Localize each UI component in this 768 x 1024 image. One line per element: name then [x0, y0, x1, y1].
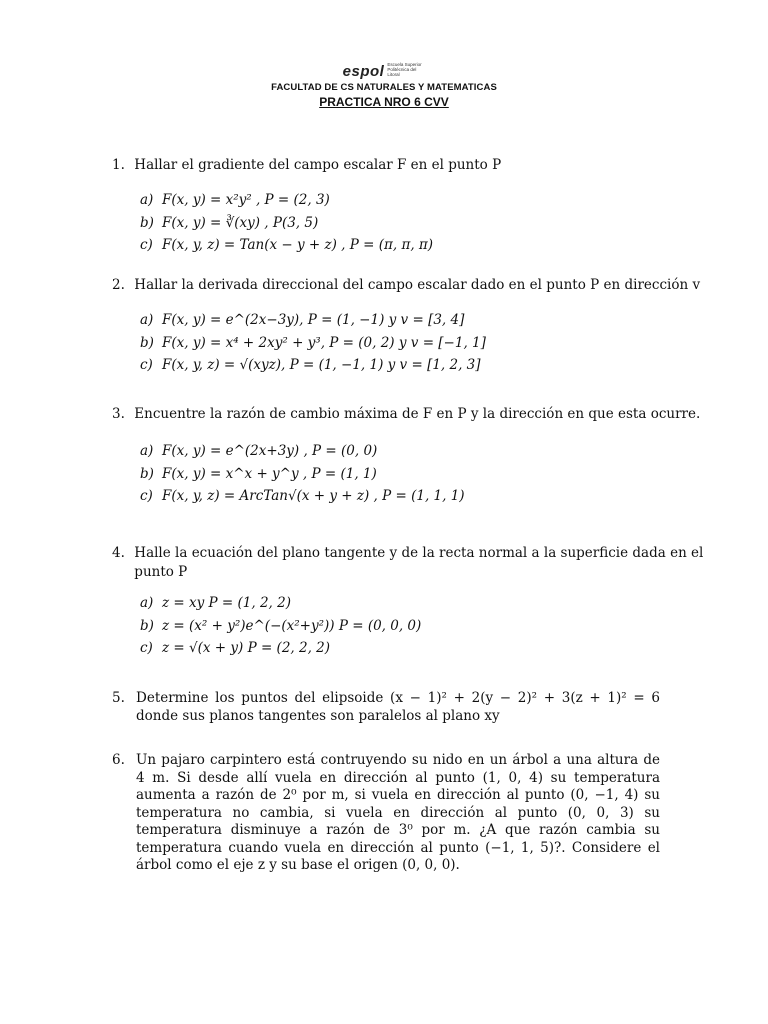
question-statement: Hallar la derivada direccional del campo escalar dado en el punto P en dirección v [134, 277, 701, 293]
list-item [140, 592, 421, 615]
item-formula: F(x, y) = e^(2x−3y), P = (1, −1) y v = [3, 4] [162, 312, 465, 328]
question-4-items [140, 592, 421, 660]
question-statement: Determine los puntos del elipsoide (x − 1)² + 2(y − 2)² + 3(z + 1)² = 6 donde sus planos tangentes son paralelos al plano xy [136, 690, 660, 724]
question-4-line2 [112, 563, 187, 582]
list-item [140, 440, 465, 463]
item-label: c) [140, 237, 153, 253]
question-3-items [140, 440, 465, 508]
item-label: b) [140, 334, 154, 351]
question-number: 5. [112, 690, 125, 706]
item-label: b) [140, 214, 154, 231]
question-1-items [140, 189, 433, 257]
item-formula: F(x, y, z) = Tan(x − y + z) , P = (π, π, π) [162, 237, 434, 253]
list-item [140, 637, 421, 660]
question-3 [112, 405, 700, 424]
item-formula: z = xy P = (1, 2, 2) [162, 595, 291, 611]
item-label: a) [140, 595, 154, 611]
item-label: a) [140, 443, 154, 459]
question-number: 6. [112, 752, 125, 768]
question-5 [112, 690, 660, 725]
question-number: 4. [112, 545, 125, 561]
question-2 [112, 276, 700, 295]
item-formula: F(x, y, z) = √(xyz), P = (1, −1, 1) y v = [1, 2, 3] [162, 357, 481, 373]
question-2-items [140, 309, 486, 377]
item-formula: F(x, y) = e^(2x+3y) , P = (0, 0) [162, 443, 378, 459]
espol-logo [343, 58, 426, 80]
item-formula: F(x, y) = x⁴ + 2xy² + y³, P = (0, 2) y v = [−1, 1] [162, 334, 486, 351]
list-item [140, 615, 421, 638]
list-item [140, 234, 433, 257]
faculty-title: FACULTAD DE CS NATURALES Y MATEMATICAS [271, 82, 497, 93]
list-item [140, 332, 486, 355]
item-formula: F(x, y) = x^x + y^y , P = (1, 1) [162, 465, 377, 482]
item-formula: F(x, y, z) = ArcTan√(x + y + z) , P = (1, 1, 1) [162, 488, 465, 504]
item-label: b) [140, 465, 154, 482]
question-6 [112, 752, 660, 875]
list-item [140, 463, 465, 486]
question-statement: Encuentre la razón de cambio máxima de F en P y la dirección en que esta ocurre. [134, 406, 701, 422]
list-item [140, 309, 486, 332]
item-label: c) [140, 488, 153, 504]
list-item [140, 485, 465, 508]
list-item [140, 212, 433, 235]
question-number: 3. [112, 406, 125, 422]
question-statement: Hallar el gradiente del campo escalar F en el punto P [134, 157, 502, 173]
practice-title: PRACTICA NRO 6 CVV [319, 95, 449, 109]
document-header [0, 58, 768, 109]
item-label: a) [140, 312, 154, 328]
list-item [140, 354, 486, 377]
logo-subtext: Escuela Superior Politécnica del Litoral [387, 62, 422, 77]
item-formula: z = √(x + y) P = (2, 2, 2) [162, 640, 331, 656]
question-1 [112, 156, 501, 175]
question-number: 2. [112, 277, 125, 293]
list-item [140, 189, 433, 212]
question-statement: Un pajaro carpintero está contruyendo su nido en un árbol a una altura de 4 m. Si desde allí vuela en dirección al punto (1, 0, 4) su temperatura aumenta a razón de 2⁰ por m, si vuela en dirección al punto (0, −1, 4) su temperatura no cambia, si vuela en dirección al punto (0, 0, 3) su temperatura disminuye a razón de 3⁰ por m. ¿A que razón cambia su temperatura cuando vuela en dirección al punto (−1, 1, 5)?. Considere el árbol como el eje z y su base el origen (0, 0, 0). [136, 752, 660, 873]
item-formula: F(x, y) = x²y² , P = (2, 3) [162, 192, 330, 208]
item-label: c) [140, 357, 153, 373]
item-formula: z = (x² + y²)e^(−(x²+y²)) P = (0, 0, 0) [162, 617, 422, 634]
item-label: c) [140, 640, 153, 656]
item-formula: F(x, y) = ∛(xy) , P(3, 5) [162, 214, 319, 231]
item-label: a) [140, 192, 154, 208]
question-statement: punto P [134, 564, 188, 580]
question-number: 1. [112, 157, 125, 173]
logo-wordmark: espol [342, 63, 385, 80]
question-statement: Halle la ecuación del plano tangente y de la recta normal a la superficie dada en el [134, 545, 704, 561]
question-4 [112, 544, 703, 563]
item-label: b) [140, 617, 154, 634]
